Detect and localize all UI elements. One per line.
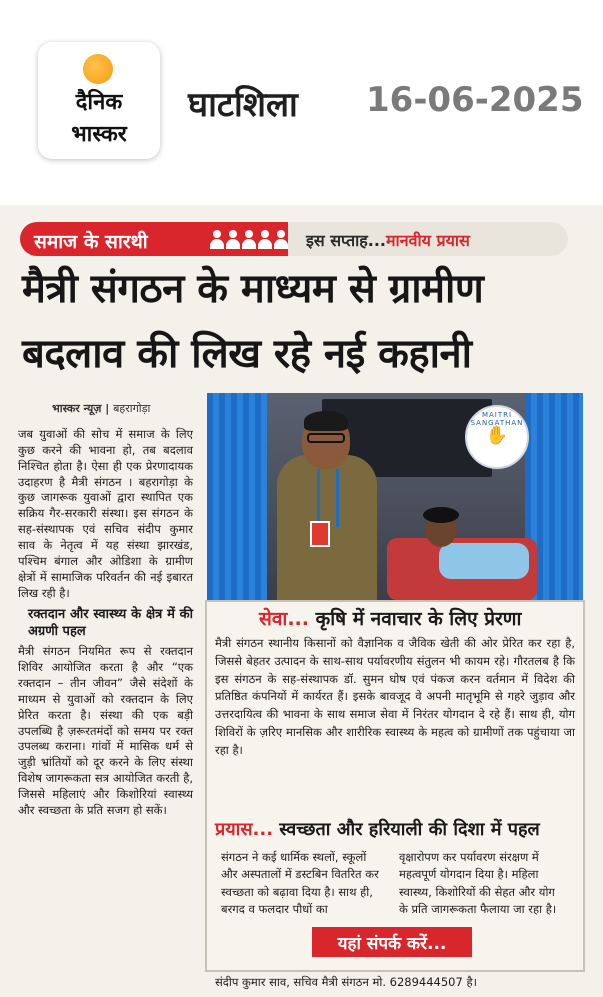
weekly-tag	[288, 222, 568, 256]
maitri-sangathan-logo	[465, 405, 529, 469]
info-box	[205, 600, 585, 972]
section-tag	[20, 222, 288, 256]
article-paragraph-1: जब युवाओं की सोच में समाज के लिए कुछ करने की भावना हो, तब बदलाव निश्चित होता है। ऐसा ही एक प्रेरणादायक उदाहरण है मैत्री संगठन । बहरागोड़ा के कुछ जागरूक युवाओं द्वारा स्थापित एक सक्रिय गैर-सरकारी संस्था। इस संगठन के सह-संस्थापक एवं सचिव संदीप कुमार साव के नेतृत्व में यह संस्था झारखंड, पश्चिम बंगाल और ओडिशा के ग्रामीण क्षेत्रों में सामाजिक परिवर्तन की नई इबारत लिख रही है।	[18, 427, 193, 600]
contact-info: संदीप कुमार साव, सचिव मैत्री संगठन मो. 6289444507 है।	[215, 975, 477, 989]
page-header	[0, 0, 603, 190]
box-heading-seva: सेवा... कृषि में नवाचार के लिए प्रेरणा	[259, 608, 522, 630]
headline-line-1: मैत्री संगठन के माध्यम से ग्रामीण	[22, 266, 484, 312]
box-heading-prayas: प्रयास... स्वच्छता और हरियाली की दिशा में पहल	[215, 819, 540, 840]
byline-location: बहरागोड़ा	[113, 402, 151, 415]
section-tag-label: समाज के सारथी	[34, 231, 148, 253]
weekly-tag-prefix: इस सप्ताह...	[306, 231, 386, 250]
people-icon	[210, 230, 288, 250]
contact-banner	[312, 927, 472, 957]
logo-line-2: भास्कर	[71, 122, 127, 147]
dainik-bhaskar-logo	[38, 42, 160, 159]
contact-label: यहां संपर्क करें...	[337, 934, 447, 954]
sun-icon	[83, 54, 113, 84]
logo-line-1: दैनिक	[75, 90, 123, 115]
weekly-tag-highlight: मानवीय प्रयास	[385, 231, 470, 250]
article-paragraph-2: मैत्री संगठन नियमित रूप से रक्तदान शिविर आयोजित करता है और “एक रक्तदान – तीन जीवन” जैसे संदेशों के माध्यम से युवाओं को रक्तदान के लिए प्रेरित करता है। संस्था की एक बड़ी उपलब्धि है ज़रूरतमंदों को समय पर रक्त उपलब्ध कराना। गांवों में मासिक धर्म से जुड़ी भ्रांतियों को दूर करने के लिए संस्था विशेष जागरूकता सत्र आयोजित करती है, जिससे महिलाएं और किशोरियां स्वास्थ्य और स्वच्छता के प्रति सजग हो सकें।	[18, 644, 193, 817]
article-photo	[207, 393, 583, 600]
article-left-column	[18, 427, 193, 821]
article-subhead: रक्तदान और स्वास्थ्य के क्षेत्र में की अग्रणी पहल	[28, 607, 193, 640]
edition-date: 16-06-2025	[366, 80, 584, 120]
logo-ring-text: MAITRI SANGATHAN	[470, 411, 524, 427]
box-column-left: संगठन ने कई धार्मिक स्थलों, स्कूलों और अस्पतालों में डस्टबिन वितरित कर स्वच्छता को बढ़ावा दिया है। साथ ही, बरगद व फलदार पौधों का	[221, 850, 379, 916]
newspaper-clipping	[0, 205, 603, 997]
headline-line-2: बदलाव की लिख रहे नई कहानी	[22, 331, 472, 377]
box-column-right: वृक्षारोपण कर पर्यावरण संरक्षण में महत्वपूर्ण योगदान दिया है। महिला स्वास्थ्य, किशोरियों की सेहत और योग के प्रति जागरूकता फैलाया जा रहा है।	[399, 850, 557, 916]
hands-icon: ✋	[485, 425, 509, 446]
byline: भास्कर न्यूज़ | बहरागोड़ा	[52, 402, 151, 415]
box-paragraph: मैत्री संगठन स्थानीय किसानों को वैज्ञानिक व जैविक खेती की ओर प्रेरित कर रहा है, जिससे बेहतर उत्पादन के साथ-साथ पर्यावरणीय संतुलन भी कायम रहे। गौरतलब है कि इस संगठन के सह-संस्थापक डॉ. सुमन घोष एवं पंकज करन वर्तमान में विदेश की प्रतिष्ठित कंपनियों में कार्यरत हैं। इसके बावजूद वे अपनी मातृभूमि से गहरे जुड़ाव और उत्तरदायित्व की भावना के साथ समाज सेवा में निरंतर योगदान दे रहे हैं। साथ ही, योग शिविरों के ज़रिए मानसिक और शारीरिक स्वास्थ्य के महत्व को ग्रामीणों तक पहुंचाया जा रहा है।	[215, 636, 575, 757]
place-name: घाटशिला	[188, 85, 298, 125]
byline-source: भास्कर न्यूज़	[52, 402, 102, 415]
